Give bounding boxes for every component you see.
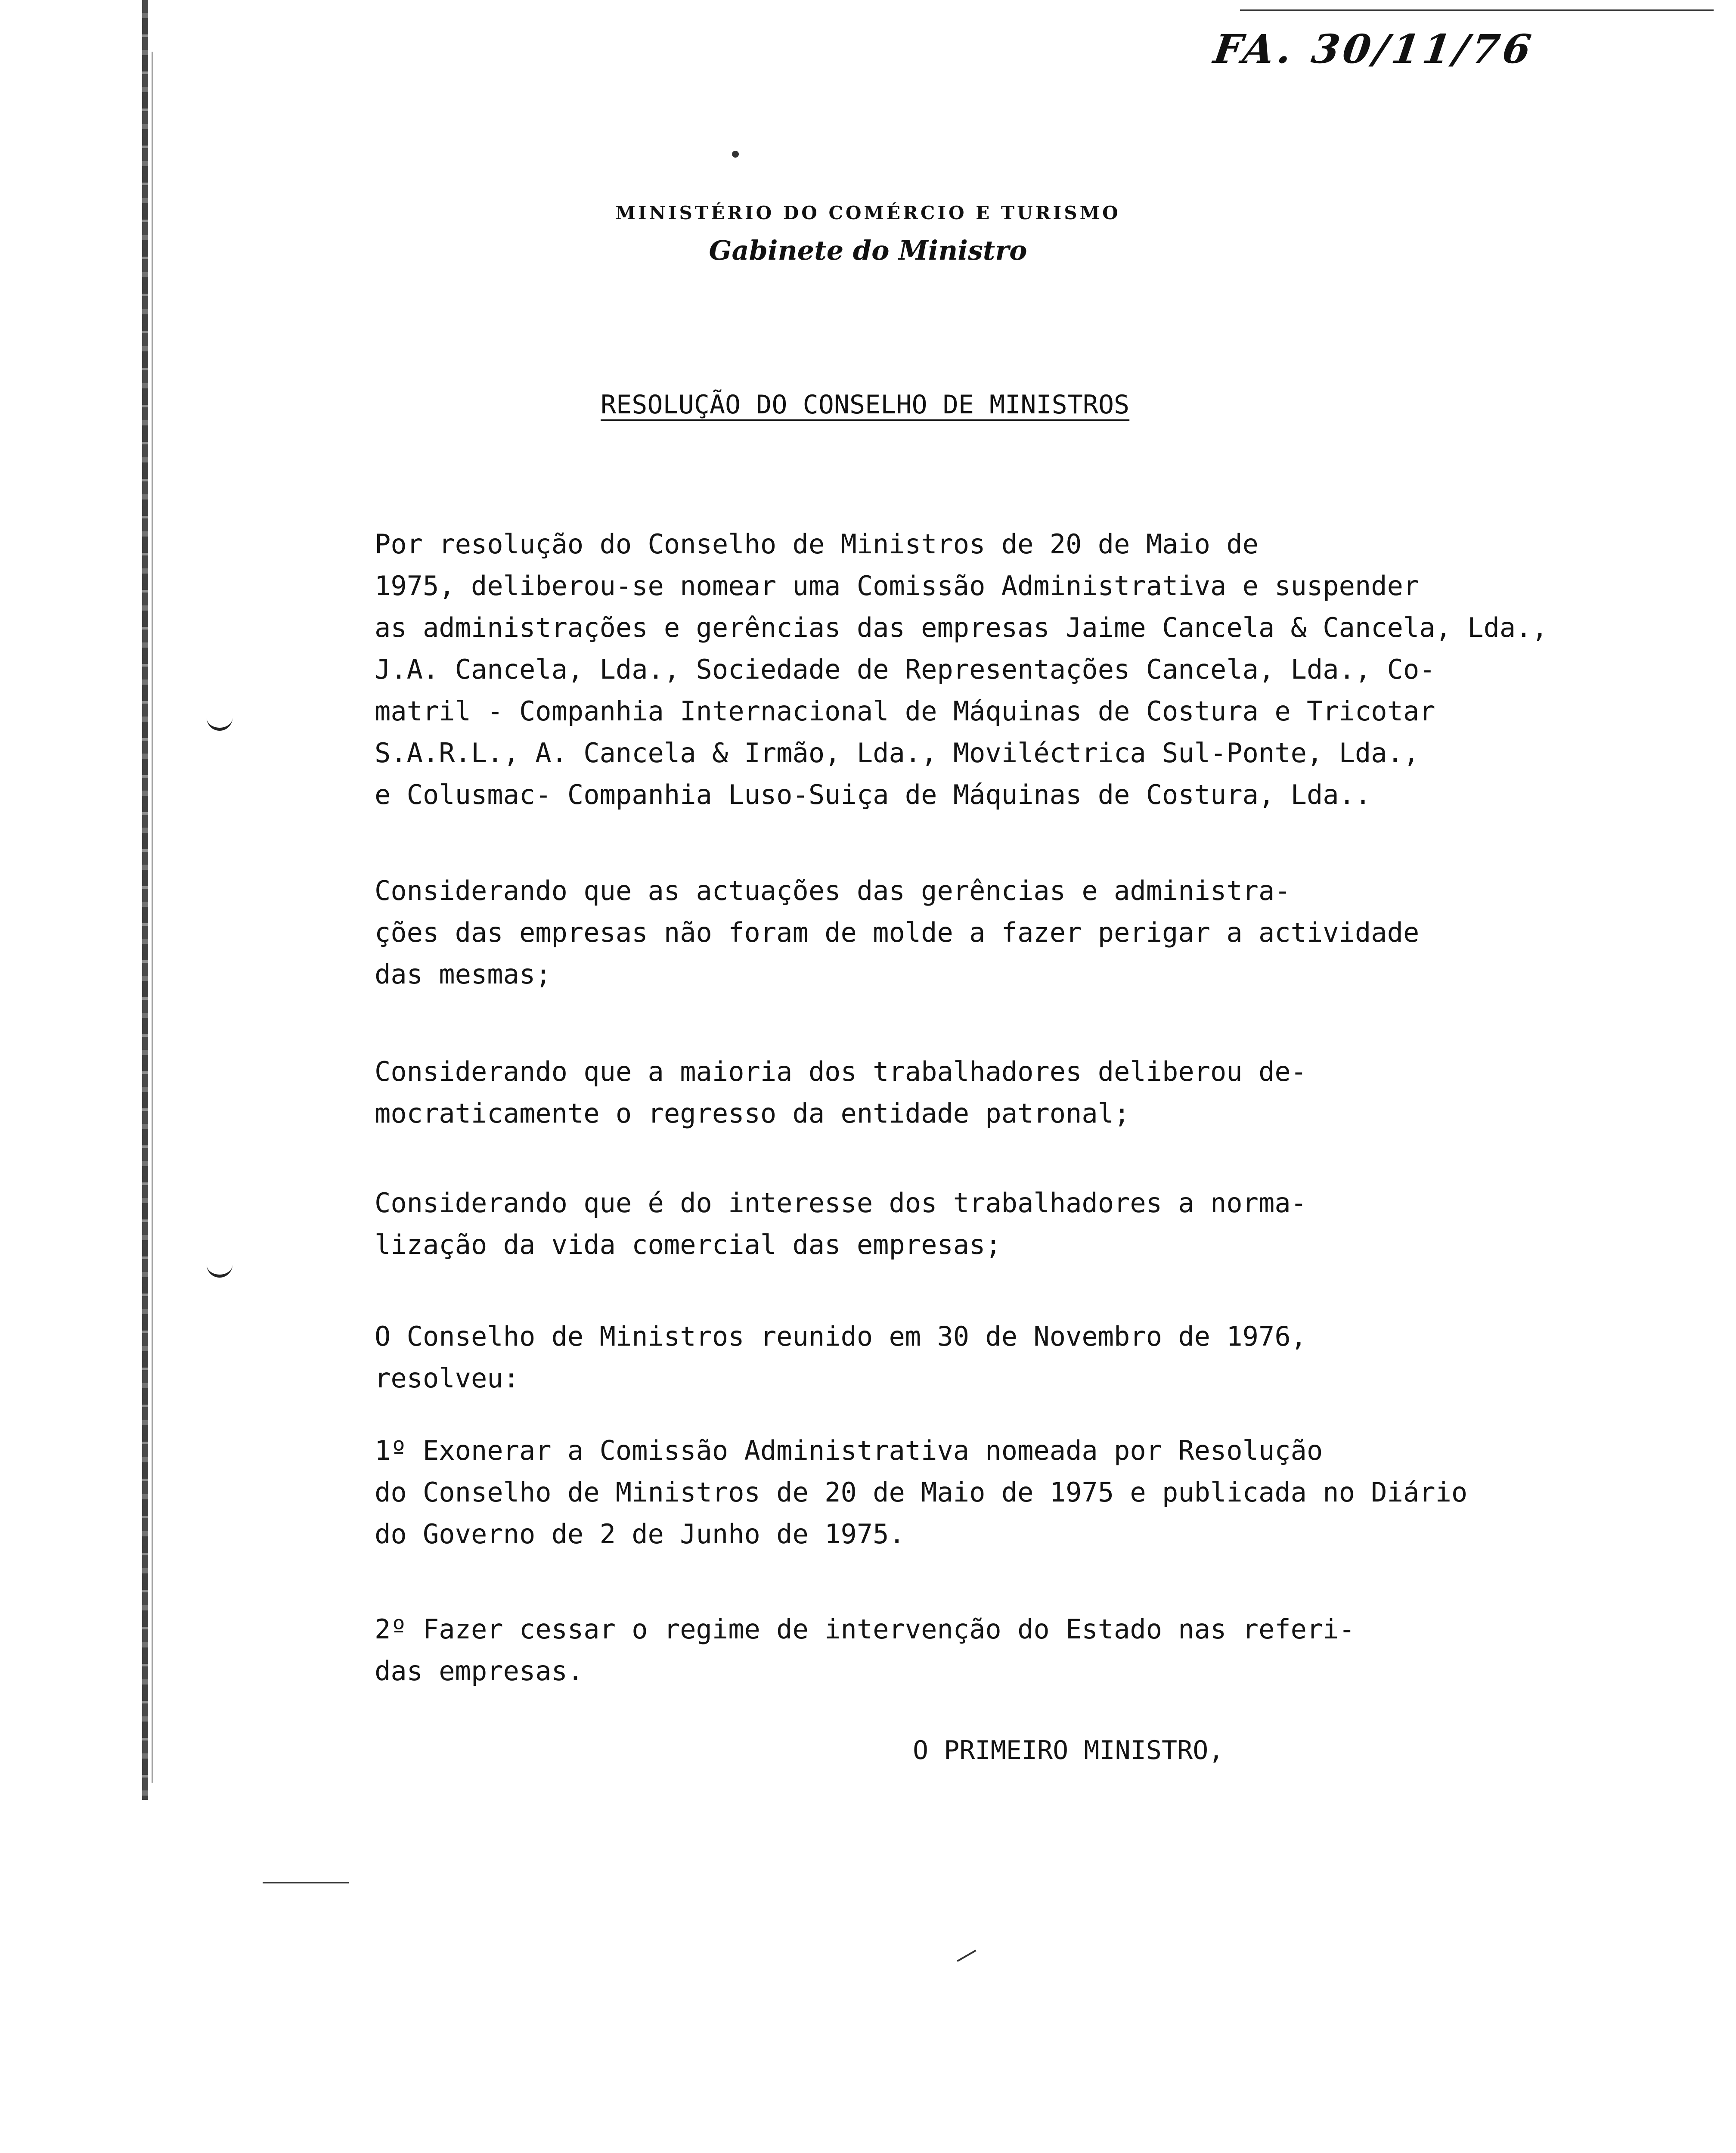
scan-speck bbox=[732, 151, 739, 158]
paragraph-considering-1: Considerando que as actuações das gerências e administra- ções das empresas não foram de molde a fazer perigar a actividade das mesmas; bbox=[375, 875, 1420, 990]
paragraph-item-1: 1º Exonerar a Comissão Administrativa nomeada por Resolução do Conselho de Ministros de 20 de Maio de 1975 e publicada no Diário do Governo de 2 de Junho de 1975. bbox=[375, 1435, 1468, 1550]
handwritten-annotation: FA. 30/11/76 bbox=[1211, 26, 1538, 72]
top-rule bbox=[1240, 9, 1714, 11]
paragraph-considering-2: Considerando que a maioria dos trabalhadores deliberou de- mocraticamente o regresso da entidade patronal; bbox=[375, 1056, 1307, 1129]
page-title: RESOLUÇÃO DO CONSELHO DE MINISTROS bbox=[601, 390, 1130, 420]
punch-hole-mark bbox=[207, 1257, 232, 1278]
signature-line: O PRIMEIRO MINISTRO, bbox=[913, 1735, 1224, 1765]
ministry-header: MINISTÉRIO DO COMÉRCIO E TURISMO bbox=[615, 202, 1121, 223]
scan-dash bbox=[263, 1882, 349, 1883]
paragraph-considering-3: Considerando que é do interesse dos trabalhadores a norma- lização da vida comercial das empresas; bbox=[375, 1187, 1307, 1260]
paragraph-resolution-1975: Por resolução do Conselho de Ministros de 20 de Maio de 1975, deliberou-se nomear uma Comissão Administrativa e suspender as administrações e gerências das empresas Jaime Cancela & Cancela, Lda., J.A. Cancela, Lda., Sociedade de Representações Cancela, Lda., Co- matril - Companhia Internacional de Máquinas de Costura e Tricotar S.A.R.L., A. Cancela & Irmão, Lda., Moviléctrica Sul-Ponte, Lda., e Colusmac- Companhia Luso-Suiça de Máquinas de Costura, Lda.. bbox=[375, 528, 1548, 810]
paragraph-item-2: 2º Fazer cessar o regime de intervenção do Estado nas referi- das empresas. bbox=[375, 1613, 1355, 1687]
scan-dash bbox=[957, 1950, 976, 1962]
paragraph-council-resolved: O Conselho de Ministros reunido em 30 de Novembro de 1976, resolveu: bbox=[375, 1321, 1307, 1394]
punch-hole-mark bbox=[207, 710, 232, 731]
cabinet-header: Gabinete do Ministro bbox=[709, 235, 1027, 266]
scan-binding-shadow bbox=[152, 52, 153, 1783]
scan-binding-edge bbox=[142, 0, 148, 1800]
